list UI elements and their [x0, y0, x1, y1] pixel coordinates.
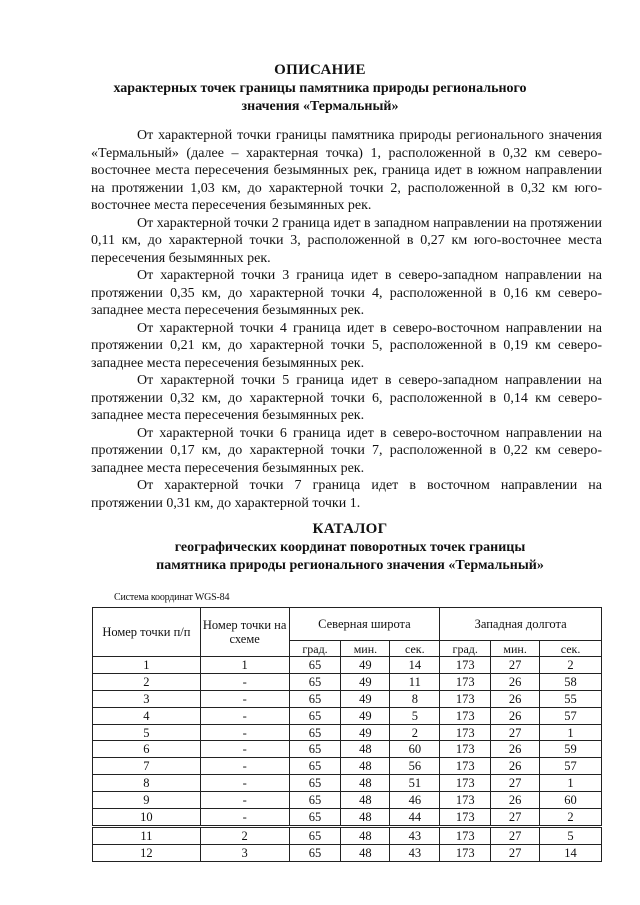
cell-point-number: 9 [93, 792, 201, 809]
cell-lon-minutes: 27 [491, 826, 540, 844]
cell-lon-seconds: 60 [540, 792, 602, 809]
cell-lat-seconds: 46 [390, 792, 440, 809]
cell-lon-degrees: 173 [440, 792, 491, 809]
cell-lat-degrees: 65 [289, 724, 341, 741]
cell-lon-degrees: 173 [440, 826, 491, 844]
table-row [93, 792, 602, 809]
cell-lon-seconds: 1 [540, 775, 602, 792]
cell-scheme-number: - [200, 775, 289, 792]
cell-lon-seconds: 5 [540, 826, 602, 844]
cell-lon-minutes: 26 [491, 741, 540, 758]
catalog-subtitle-line2: памятника природы регионального значения «Термальный» [156, 557, 544, 573]
cell-lat-degrees: 65 [289, 775, 341, 792]
cell-lat-minutes: 48 [341, 758, 390, 775]
cell-scheme-number: - [200, 707, 289, 724]
cell-lon-seconds: 57 [540, 758, 602, 775]
table-row [93, 758, 602, 775]
cell-scheme-number: 2 [200, 826, 289, 844]
cell-lon-minutes: 27 [491, 775, 540, 792]
cell-lat-minutes: 49 [341, 724, 390, 741]
cell-lon-seconds: 59 [540, 741, 602, 758]
cell-lat-minutes: 48 [341, 741, 390, 758]
cell-lon-minutes: 26 [491, 792, 540, 809]
cell-scheme-number: - [200, 690, 289, 707]
cell-lon-minutes: 27 [491, 809, 540, 827]
table-row [93, 809, 602, 827]
header-lon-seconds: сек. [540, 641, 602, 657]
cell-point-number: 6 [93, 741, 201, 758]
cell-lat-minutes: 49 [341, 657, 390, 674]
cell-point-number: 5 [93, 724, 201, 741]
cell-scheme-number: - [200, 673, 289, 690]
paragraph: От характерной точки 4 граница идет в северо-восточном направлении на протяжении 0,21 км, до характерной точки 5, расположенной в 0,19 км северо-западнее места пересечения безымянных рек. [91, 320, 602, 371]
cell-lon-minutes: 26 [491, 673, 540, 690]
cell-lat-minutes: 49 [341, 690, 390, 707]
cell-lon-degrees: 173 [440, 775, 491, 792]
header-lat-degrees: град. [289, 641, 341, 657]
cell-lat-seconds: 43 [390, 826, 440, 844]
header-scheme-number: Номер точки на схеме [200, 608, 289, 657]
cell-point-number: 11 [93, 826, 201, 844]
cell-lon-seconds: 58 [540, 673, 602, 690]
cell-lat-degrees: 65 [289, 741, 341, 758]
header-north-latitude: Северная широта [289, 608, 440, 641]
cell-scheme-number: - [200, 741, 289, 758]
cell-lat-minutes: 48 [341, 826, 390, 844]
cell-lon-seconds: 1 [540, 724, 602, 741]
cell-lon-degrees: 173 [440, 673, 491, 690]
cell-point-number: 1 [93, 657, 201, 674]
coordinates-table-body [93, 657, 602, 862]
cell-point-number: 2 [93, 673, 201, 690]
description-body [91, 127, 602, 512]
cell-lon-degrees: 173 [440, 690, 491, 707]
cell-lon-minutes: 27 [491, 844, 540, 861]
header-point-number: Номер точки п/п [93, 608, 201, 657]
catalog-subtitle-line1: географических координат поворотных точек границы [174, 540, 526, 555]
table-row [93, 657, 602, 674]
cell-lat-minutes: 49 [341, 673, 390, 690]
cell-lon-minutes: 26 [491, 690, 540, 707]
cell-lat-minutes: 48 [341, 792, 390, 809]
cell-lat-degrees: 65 [289, 690, 341, 707]
cell-lat-degrees: 65 [289, 809, 341, 827]
cell-scheme-number: 3 [200, 844, 289, 861]
cell-lon-minutes: 27 [491, 657, 540, 674]
table-row [93, 724, 602, 741]
cell-lat-degrees: 65 [289, 707, 341, 724]
description-header [60, 61, 580, 115]
cell-point-number: 3 [93, 690, 201, 707]
cell-scheme-number: - [200, 724, 289, 741]
cell-lat-minutes: 48 [341, 809, 390, 827]
cell-lon-degrees: 173 [440, 741, 491, 758]
cell-lon-degrees: 173 [440, 724, 491, 741]
cell-lat-seconds: 11 [390, 673, 440, 690]
table-row [93, 775, 602, 792]
cell-lon-seconds: 57 [540, 707, 602, 724]
cell-lon-minutes: 26 [491, 758, 540, 775]
paragraph: От характерной точки границы памятника природы регионального значения «Термальный» (далее – характерная точка) 1, расположенной в 0,32 км северо-восточнее места пересечения безымянных рек, граница идет в южном направлении на протяжении 1,03 км, до характерной точки 2, расположенной в 0,32 км юго-восточнее места пересечения безымянных рек. [91, 128, 602, 213]
cell-lat-seconds: 43 [390, 844, 440, 861]
cell-point-number: 7 [93, 758, 201, 775]
catalog-header [60, 520, 640, 574]
table-row [93, 826, 602, 844]
description-title: ОПИСАНИЕ [274, 62, 366, 78]
cell-lat-minutes: 48 [341, 775, 390, 792]
cell-lat-minutes: 49 [341, 707, 390, 724]
cell-lat-seconds: 56 [390, 758, 440, 775]
paragraph: От характерной точки 3 граница идет в северо-западном направлении на протяжении 0,35 км, до характерной точки 4, расположенной в 0,16 км северо-западнее места пересечения безымянных рек. [91, 268, 602, 318]
cell-point-number: 10 [93, 809, 201, 827]
paragraph: От характерной точки 6 граница идет в северо-восточном направлении на протяжении 0,17 км, до характерной точки 7, расположенной в 0,22 км северо-западнее места пересечения безымянных рек. [91, 425, 602, 476]
cell-lon-seconds: 14 [540, 844, 602, 861]
cell-lat-degrees: 65 [289, 673, 341, 690]
cell-lat-seconds: 51 [390, 775, 440, 792]
cell-lat-seconds: 60 [390, 741, 440, 758]
cell-lat-degrees: 65 [289, 826, 341, 844]
cell-lat-seconds: 44 [390, 809, 440, 827]
cell-lat-seconds: 2 [390, 724, 440, 741]
table-row [93, 673, 602, 690]
cell-lat-degrees: 65 [289, 844, 341, 861]
table-row [93, 707, 602, 724]
header-west-longitude: Западная долгота [440, 608, 602, 641]
header-lat-seconds: сек. [390, 641, 440, 657]
header-lon-degrees: град. [440, 641, 491, 657]
description-subtitle-line1: характерных точек границы памятника природы регионального [113, 81, 527, 96]
cell-lat-degrees: 65 [289, 657, 341, 674]
cell-lon-degrees: 173 [440, 657, 491, 674]
header-lon-minutes: мин. [491, 641, 540, 657]
table-row [93, 844, 602, 861]
cell-lat-seconds: 14 [390, 657, 440, 674]
catalog-title: КАТАЛОГ [312, 521, 388, 537]
table-row [93, 741, 602, 758]
cell-scheme-number: - [200, 758, 289, 775]
cell-point-number: 8 [93, 775, 201, 792]
cell-lon-seconds: 2 [540, 657, 602, 674]
cell-lon-degrees: 173 [440, 707, 491, 724]
table-row [93, 690, 602, 707]
cell-lon-degrees: 173 [440, 809, 491, 827]
paragraph: От характерной точки 7 граница идет в восточном направлении на протяжении 0,31 км, до характерной точки 1. [91, 478, 602, 511]
cell-lat-seconds: 5 [390, 707, 440, 724]
cell-lon-degrees: 173 [440, 844, 491, 861]
description-subtitle-line2: значения «Термальный» [241, 98, 399, 114]
cell-scheme-number: 1 [200, 657, 289, 674]
cell-lat-minutes: 48 [341, 844, 390, 861]
paragraph: От характерной точки 5 граница идет в северо-западном направлении на протяжении 0,32 км, до характерной точки 6, расположенной в 0,14 км северо-западнее места пересечения безымянных рек. [91, 373, 602, 423]
cell-lon-seconds: 2 [540, 809, 602, 827]
coordinate-system-label: Система координат WGS-84 [114, 592, 230, 603]
cell-point-number: 12 [93, 844, 201, 861]
cell-lon-seconds: 55 [540, 690, 602, 707]
cell-point-number: 4 [93, 707, 201, 724]
cell-lat-degrees: 65 [289, 758, 341, 775]
cell-scheme-number: - [200, 792, 289, 809]
cell-lon-degrees: 173 [440, 758, 491, 775]
cell-lat-degrees: 65 [289, 792, 341, 809]
cell-scheme-number: - [200, 809, 289, 827]
paragraph: От характерной точки 2 граница идет в западном направлении на протяжении 0,11 км, до характерной точки 3, расположенной в 0,27 км юго-восточнее места пересечения безымянных рек. [91, 215, 602, 266]
cell-lat-seconds: 8 [390, 690, 440, 707]
cell-lon-minutes: 26 [491, 707, 540, 724]
coordinates-table [92, 607, 602, 862]
cell-lon-minutes: 27 [491, 724, 540, 741]
header-lat-minutes: мин. [341, 641, 390, 657]
